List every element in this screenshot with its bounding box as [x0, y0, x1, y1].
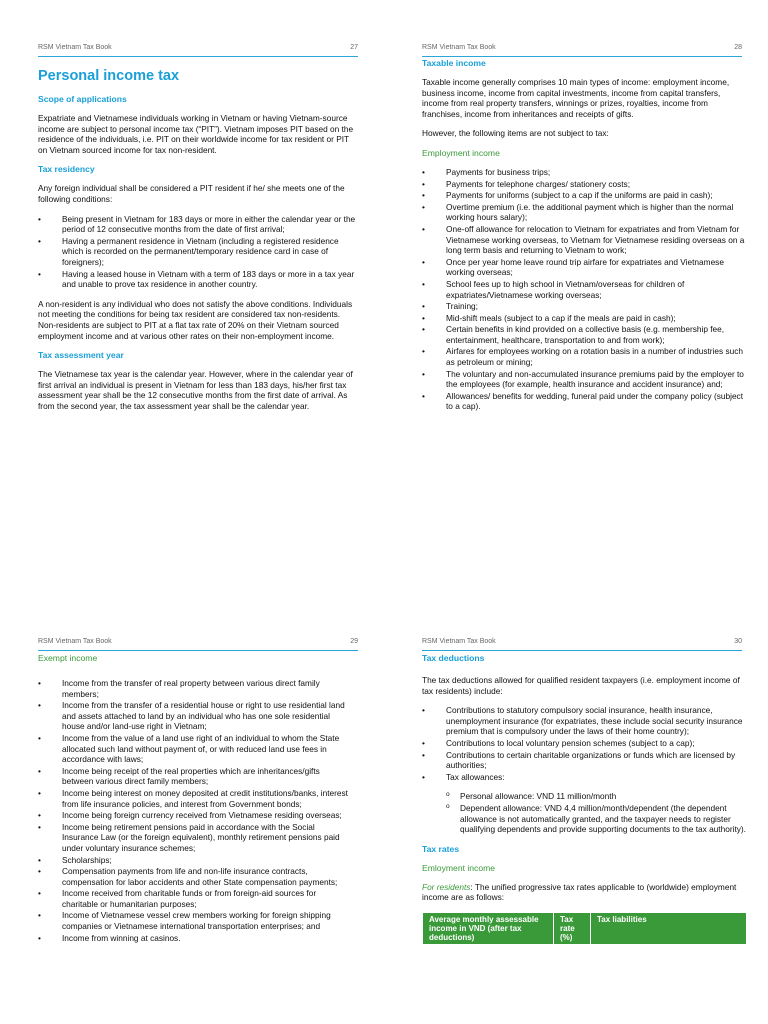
- tax-rate-table: [422, 912, 747, 945]
- assessment-paragraph: The Vietnamese tax year is the calendar year. However, where in the calendar year of first arrival an individual is present in Vietnam for less than 183 days, his/her first tax assessment year shall be the 12 consecutive months from the first date of arrival. As from the second year, the tax assessment year shall be the calendar year.: [38, 369, 353, 411]
- list-item: • Scholarships;: [38, 855, 352, 866]
- col-header-income: Average monthly assessable income in VND (after tax deductions): [423, 912, 554, 944]
- list-item: • Contributions to local voluntary pension schemes (subject to a cap);: [422, 738, 746, 749]
- section-heading-taxable: Taxable income: [422, 58, 486, 68]
- list-item: o Dependent allowance: VND 4,4 million/month/dependent (the dependent allowance is not automatically granted, and the taxpayer needs to register qualifying dependents and provide supporting documents to the tax authority).: [446, 803, 746, 835]
- list-item: • Income being retirement pensions paid in accordance with the Social Insurance Law (or the foreign equivalent), monthly retirement pensions paid under voluntary insurance schemes;: [38, 822, 352, 854]
- residency-intro: Any foreign individual shall be considered a PIT resident if he/ she meets one of the following conditions:: [38, 183, 345, 204]
- residency-list: [38, 214, 358, 290]
- list-item: • Training;: [422, 301, 746, 312]
- book-title: RSM Vietnam Tax Book: [38, 44, 112, 51]
- page-number: 29: [350, 638, 358, 645]
- list-item: • Having a leased house in Vietnam with a term of 183 days or more in a tax year and unable to prove tax residence in another country.: [38, 269, 358, 290]
- page-header: [422, 44, 742, 57]
- list-item: • Having a permanent residence in Vietnam (including a registered residence which is recorded on the permanent/temporary residence card in case of foreigners);: [38, 236, 358, 268]
- col-header-liabilities: Tax liabilities: [591, 912, 747, 944]
- list-item: o Personal allowance: VND 11 million/month: [446, 791, 746, 802]
- list-item: • Income from the transfer of real property between various direct family members;: [38, 678, 352, 699]
- list-item: • Airfares for employees working on a rotation basis in a number of industries such as petroleum or mining;: [422, 346, 746, 367]
- allowances-list: [422, 791, 746, 834]
- list-item: • Payments for business trips;: [422, 167, 746, 178]
- page-30: [384, 512, 768, 1024]
- page-number: 30: [734, 638, 742, 645]
- page-number: 27: [350, 44, 358, 51]
- list-item: • Contributions to certain charitable organizations or funds which are licensed by authorities;: [422, 750, 746, 771]
- section-heading-deductions: Tax deductions: [422, 653, 485, 663]
- section-heading-employment: Emloyment income: [422, 862, 496, 873]
- section-heading-rates: Tax rates: [422, 843, 460, 854]
- book-title: RSM Vietnam Tax Book: [38, 638, 112, 645]
- section-heading-assessment: Tax assessment year: [38, 350, 124, 361]
- not-subject-text: However, the following items are not subject to tax:: [422, 128, 609, 139]
- list-item: • Income being receipt of the real properties which are inheritances/gifts between various direct family members;: [38, 766, 352, 787]
- list-item: • School fees up to high school in Vietnam/overseas for children of expatriates/Vietnamese working overseas;: [422, 279, 746, 300]
- page-29: [0, 512, 384, 1024]
- list-item: • Income of Vietnamese vessel crew members working for foreign shipping companies or Vietnamese international transportation enterprises; and: [38, 910, 352, 931]
- list-item: • Compensation payments from life and non-life insurance contracts, compensation for labor accidents and other State compensation payments;: [38, 866, 352, 887]
- deductions-list: [422, 705, 746, 782]
- section-heading-scope: Scope of applications: [38, 94, 127, 104]
- list-item: • One-off allowance for relocation to Vietnam for expatriates and from Vietnam for Vietnamese working overseas, to Vietnam for Vietnamese residing overseas on a long term basis and returning to Vietnam to work;: [422, 224, 746, 256]
- list-item: • The voluntary and non-accumulated insurance premiums paid by the employer to the employees (for example, health insurance and accident insurance) and;: [422, 369, 746, 390]
- list-item: • Income received from charitable funds or from foreign-aid sources for charitable or humanitarian purposes;: [38, 888, 352, 909]
- list-item: • Once per year home leave round trip airfare for expatriates and Vietnamese working overseas;: [422, 257, 746, 278]
- page-number: 28: [734, 44, 742, 51]
- book-title: RSM Vietnam Tax Book: [422, 638, 496, 645]
- residents-text: : The unified progressive tax rates applicable to (worldwide) employment income are as follows:: [422, 881, 737, 903]
- list-item: • Payments for uniforms (subject to a cap if the uniforms are paid in cash);: [422, 190, 746, 201]
- section-heading-residency: Tax residency: [38, 164, 95, 175]
- list-item: • Income being interest on money deposited at credit institutions/banks, interest from life insurance policies, and interest from Government bonds;: [38, 788, 352, 809]
- list-item: • Income from the value of a land use right of an individual to whom the State allocated such land without payment of, or with reduced land use fees in accordance with laws;: [38, 733, 352, 765]
- book-title: RSM Vietnam Tax Book: [422, 44, 496, 51]
- col-header-rate: Tax rate (%): [554, 912, 591, 944]
- list-item: • Overtime premium (i.e. the additional payment which is higher than the normal working hours salary);: [422, 202, 746, 223]
- section-heading-exempt: Exempt income: [38, 653, 98, 663]
- page-header: [422, 638, 742, 651]
- page-28: [384, 0, 768, 512]
- list-item: • Payments for telephone charges/ stationery costs;: [422, 179, 746, 190]
- list-item: • Tax allowances:: [422, 772, 746, 783]
- taxable-intro: Taxable income generally comprises 10 main types of income: employment income, business income, income from capital investments, income from capital transfers, income from real property transfers, winnings or prizes, royalties, income from franchises, income from inheritances and receipts of gifts.: [422, 77, 730, 119]
- list-item: • Income being foreign currency received from Vietnamese residing overseas;: [38, 810, 352, 821]
- section-heading-employment: Employment income: [422, 147, 500, 158]
- deductions-intro: The tax deductions allowed for qualified resident taxpayers (i.e. employment income of tax residents) include:: [422, 675, 740, 696]
- exempt-list: [38, 678, 352, 943]
- page-27: [0, 0, 384, 512]
- list-item: • Allowances/ benefits for wedding, funeral paid under the company policy (subject to a cap).: [422, 391, 746, 412]
- page-header: [38, 638, 358, 651]
- list-item: • Income from the transfer of a residential house or right to use residential land and assets attached to land by an individual who has one sole residential house and/or land-use right in Vietnam;: [38, 700, 352, 732]
- list-item: • Contributions to statutory compulsory social insurance, health insurance, unemployment insurance (for expatriates, these include social security insurance premium that is compulsory under the laws of their home country);: [422, 705, 746, 737]
- residents-paragraph: [422, 882, 746, 903]
- list-item: • Income from winning at casinos.: [38, 933, 352, 944]
- scope-paragraph: Expatriate and Vietnamese individuals working in Vietnam or having Vietnam-source income are subject to personal income tax (“PIT”). Vietnam imposes PIT based on the residence of the individuals, i.e. PIT on their worldwide income for tax resident or PIT on Vietnam sourced income for tax non-resident.: [38, 113, 354, 155]
- list-item: • Certain benefits in kind provided on a collective basis (e.g. membership fee, entertainment, healthcare, transportation to and from work);: [422, 324, 746, 345]
- residents-label: For residents: [422, 881, 471, 892]
- table-header-row: [423, 912, 747, 944]
- list-item: • Mid-shift meals (subject to a cap if the meals are paid in cash);: [422, 313, 746, 324]
- nonresident-paragraph: A non-resident is any individual who does not satisfy the above conditions. Individuals not meeting the conditions for being tax resident are considered tax non-residents. Non-residents are subject to PIT at a flat tax rate of 20% on their Vietnam sourced employment income and at various other rates on their non-employment income.: [38, 298, 353, 341]
- nontaxable-list: [422, 167, 746, 412]
- page-title: Personal income tax: [38, 68, 180, 84]
- list-item: • Being present in Vietnam for 183 days or more in either the calendar year or the period of 12 consecutive months from the date of first arrival;: [38, 214, 358, 235]
